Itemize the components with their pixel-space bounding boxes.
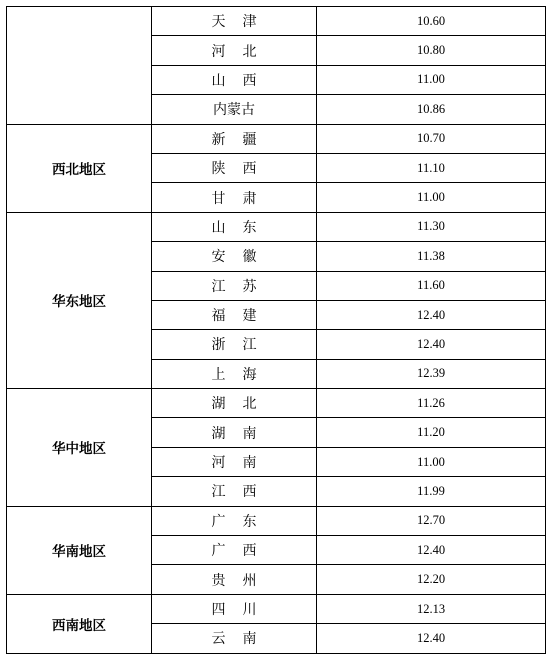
region-cell: 华南地区 <box>7 506 152 594</box>
value-cell: 11.30 <box>317 212 546 241</box>
value-cell: 11.38 <box>317 242 546 271</box>
province-cell <box>152 359 317 388</box>
value-cell: 12.40 <box>317 300 546 329</box>
table-row <box>7 124 546 153</box>
province-cell <box>152 506 317 535</box>
value-cell: 11.00 <box>317 183 546 212</box>
table-row <box>7 506 546 535</box>
price-table <box>6 6 546 654</box>
province-cell <box>152 447 317 476</box>
province-name: 江西 <box>211 484 274 501</box>
value-cell: 12.20 <box>317 565 546 594</box>
table-row <box>7 7 546 36</box>
province-name: 上海 <box>211 366 274 383</box>
province-name: 福建 <box>211 308 274 325</box>
table-body <box>7 7 546 654</box>
province-cell <box>152 389 317 418</box>
province-cell <box>152 124 317 153</box>
table-row <box>7 389 546 418</box>
region-cell <box>7 7 152 125</box>
province-cell <box>152 242 317 271</box>
province-name: 云南 <box>211 631 274 648</box>
province-name: 安徽 <box>211 249 274 266</box>
value-cell: 10.86 <box>317 95 546 124</box>
value-cell: 10.80 <box>317 36 546 65</box>
province-name: 河南 <box>211 455 274 472</box>
province-cell <box>152 65 317 94</box>
value-cell: 11.00 <box>317 447 546 476</box>
region-cell: 西南地区 <box>7 594 152 653</box>
table-row <box>7 212 546 241</box>
province-cell <box>152 624 317 653</box>
value-cell: 12.39 <box>317 359 546 388</box>
province-cell <box>152 536 317 565</box>
province-name: 甘肃 <box>211 190 274 207</box>
province-name: 广东 <box>211 513 274 530</box>
region-cell: 西北地区 <box>7 124 152 212</box>
value-cell: 12.40 <box>317 330 546 359</box>
value-cell: 12.40 <box>317 624 546 653</box>
province-name: 新疆 <box>211 131 274 148</box>
table-row <box>7 594 546 623</box>
value-cell: 11.99 <box>317 477 546 506</box>
province-name: 湖北 <box>211 396 274 413</box>
value-cell: 11.60 <box>317 271 546 300</box>
province-cell <box>152 477 317 506</box>
province-cell <box>152 153 317 182</box>
province-cell <box>152 7 317 36</box>
value-cell: 11.00 <box>317 65 546 94</box>
province-name: 内蒙古 <box>213 102 255 119</box>
province-name: 湖南 <box>211 425 274 442</box>
province-name: 浙江 <box>211 337 274 354</box>
province-name: 贵州 <box>211 572 274 589</box>
province-name: 山东 <box>211 219 274 236</box>
province-cell <box>152 330 317 359</box>
province-name: 四川 <box>211 602 274 618</box>
value-cell: 12.13 <box>317 594 546 623</box>
value-cell: 10.70 <box>317 124 546 153</box>
province-name: 天津 <box>211 14 274 31</box>
value-cell: 12.40 <box>317 536 546 565</box>
province-name: 陕西 <box>211 161 274 178</box>
province-name: 江苏 <box>211 278 274 295</box>
value-cell: 12.70 <box>317 506 546 535</box>
province-name: 河北 <box>211 43 274 60</box>
value-cell: 11.26 <box>317 389 546 418</box>
province-cell <box>152 594 317 623</box>
province-cell <box>152 565 317 594</box>
province-name: 广西 <box>211 543 274 560</box>
value-cell: 10.60 <box>317 7 546 36</box>
province-cell <box>152 271 317 300</box>
province-cell <box>152 95 317 124</box>
province-cell <box>152 36 317 65</box>
value-cell: 11.20 <box>317 418 546 447</box>
province-cell <box>152 183 317 212</box>
value-cell: 11.10 <box>317 153 546 182</box>
province-name: 山西 <box>211 72 274 89</box>
province-cell <box>152 418 317 447</box>
province-cell <box>152 300 317 329</box>
region-cell: 华中地区 <box>7 389 152 507</box>
region-cell: 华东地区 <box>7 212 152 388</box>
province-cell <box>152 212 317 241</box>
